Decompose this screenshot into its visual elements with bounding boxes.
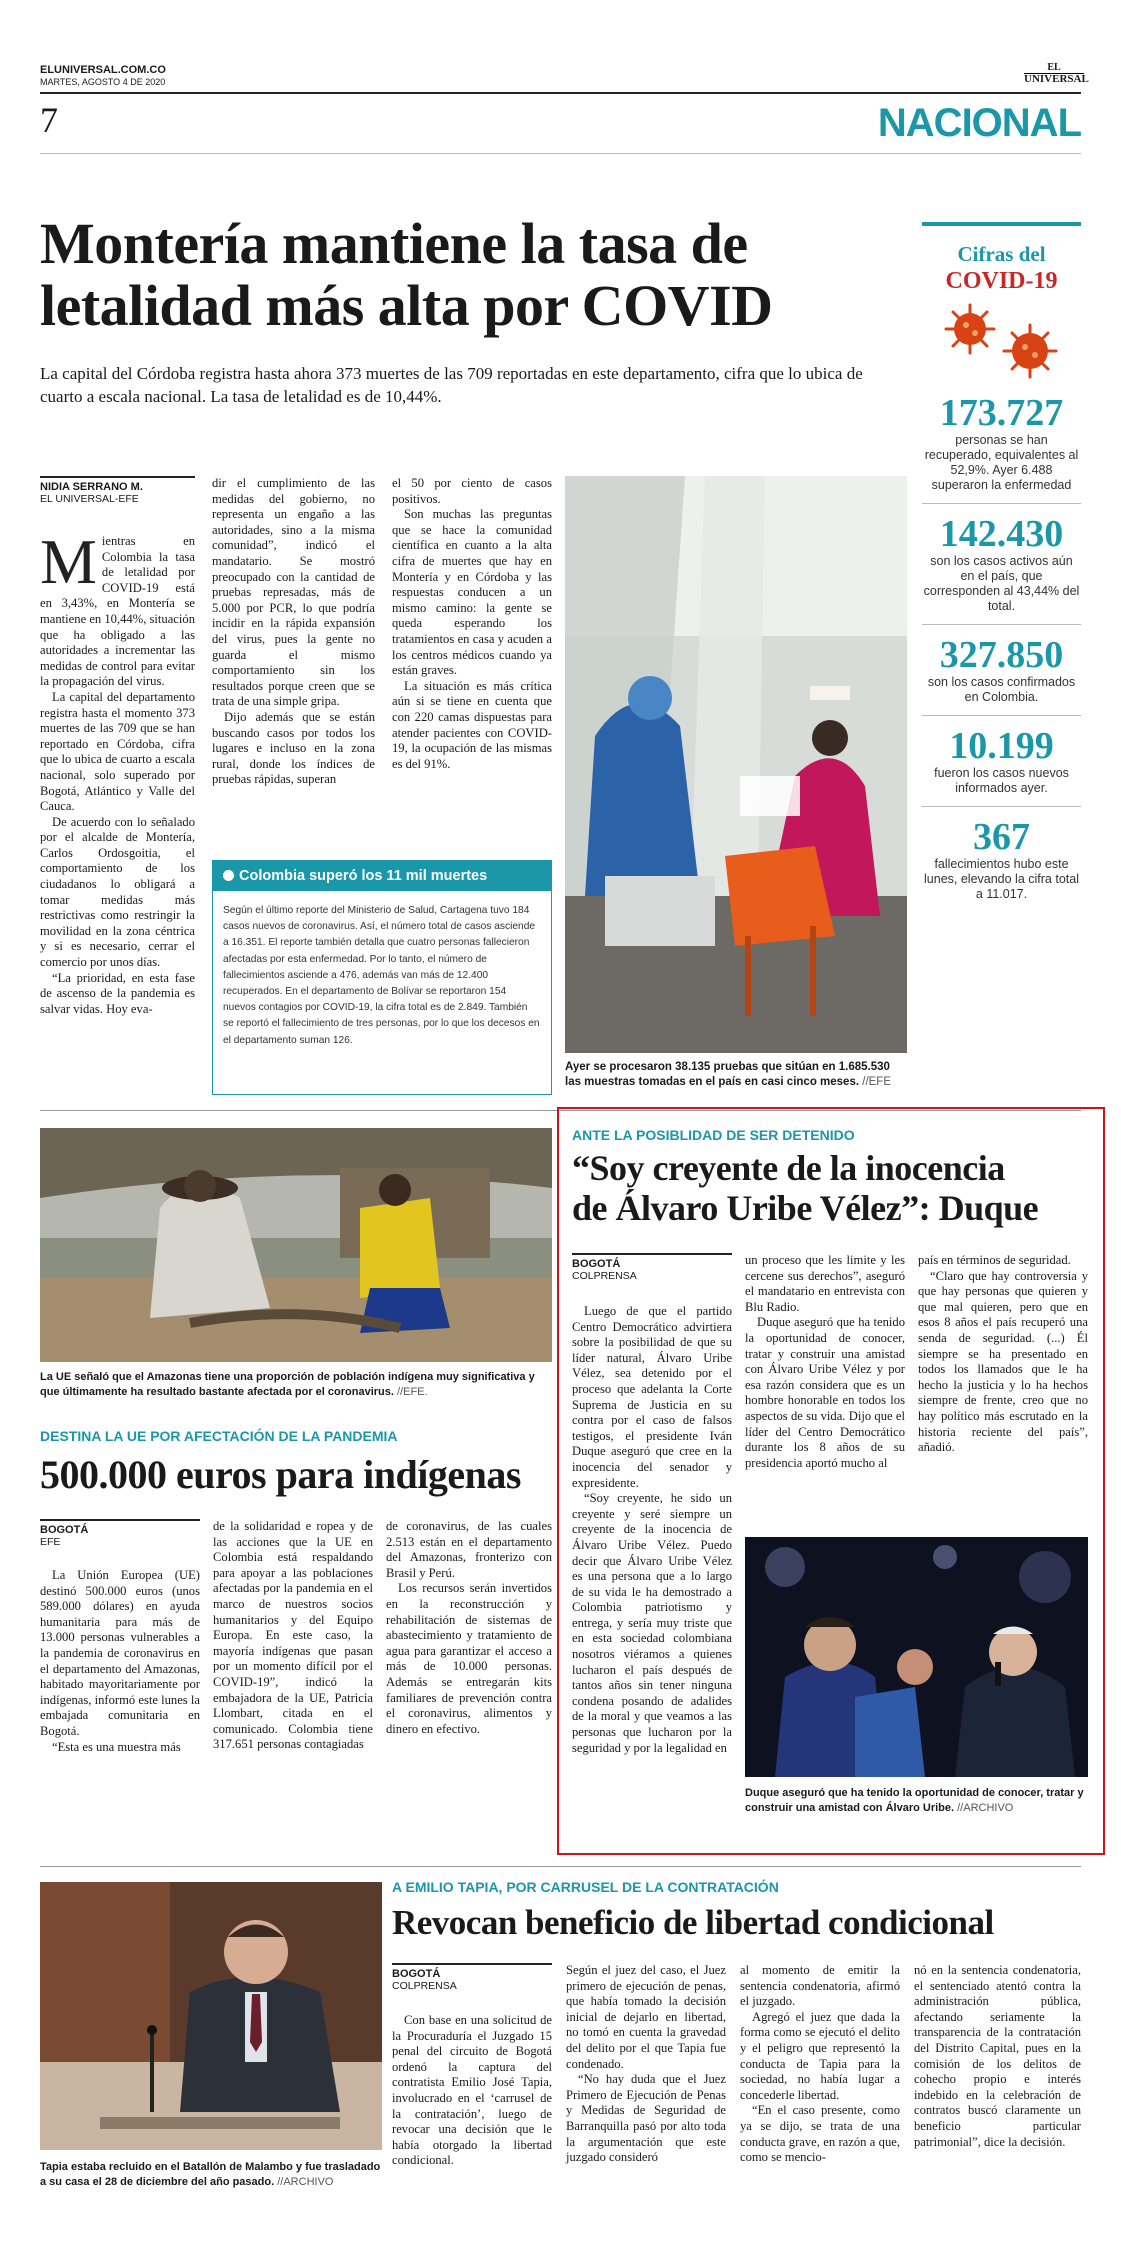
stat-number: 142.430	[939, 513, 1064, 555]
stat-number: 367	[973, 816, 1030, 858]
header-rule	[40, 92, 1081, 94]
paragraph: dir el cumplimiento de las medidas del gobierno, no representa un engaño a las autoridades, sino a la misma comunidad”, indicó el mandatario. Se mostró preocupado con la cantidad de pruebas represadas, más de 5.000 por PCR, lo que podría incidir en la rápida expansión del virus, pues la gente no guarda el mismo comportamiento sin los resultados porque creen que se trata de una simple gripa.	[212, 476, 375, 709]
article1-title	[40, 213, 920, 337]
amazon-image	[40, 1128, 552, 1362]
paragraph: nó en la sentencia condenatoria, el sentenciado atentó contra la administración pública, afectando seriamente la transparencia de la contratación del Distrito Capital, pues en la comisión de los delitos de cohecho propio e interés indebido en la celebración de contratos buscó claramente un beneficio particular patrimonial”, dice la decisión.	[914, 1963, 1081, 2149]
article4-col1	[392, 2013, 552, 2169]
caption-text: Ayer se procesaron 38.135 pruebas que sitúan en 1.685.530 las muestras tomadas en el país en casi cinco meses.	[565, 1061, 890, 1088]
hospital-photo	[565, 476, 907, 1053]
caption-text: La UE señaló que el Amazonas tiene una proporción de población indígena muy significativa y que últimamente ha resultado bastante afectada por el coronavirus.	[40, 1371, 535, 1398]
article1-byline	[40, 476, 195, 505]
caption-source: //ARCHIVO	[277, 2176, 334, 2188]
stat-block	[922, 726, 1081, 796]
author: BOGOTÁ	[392, 1968, 441, 1980]
duque-photo-caption	[745, 1786, 1088, 1816]
virus-icon	[922, 295, 1081, 387]
paragraph: “No hay duda que el Juez Primero de Ejecución de Penas y Medidas de Seguridad de Barranquilla pasó por alto toda la argumentación que este juzgado consideró	[566, 2072, 726, 2165]
paragraph: de coronavirus, de las cuales 2.513 están en el departamento del Amazonas, fronterizo con Brasil y Perú.	[386, 1519, 552, 1580]
hospital-image	[565, 476, 907, 1053]
author: NIDIA SERRANO M.	[40, 481, 143, 493]
paragraph: La capital del departamento registra hasta el momento 373 muertes de las 709 que se han reportado en Córdoba, cifra que lo ubica de cuarto a escala nacional, solo superado por Bogotá, Atlántico y Valle del Cauca.	[40, 689, 195, 814]
article1-title-line1: Montería mantiene la tasa de	[40, 211, 748, 276]
tapia-image	[40, 1882, 382, 2150]
paragraph	[40, 526, 195, 690]
stat-block	[922, 514, 1081, 614]
info-box-header	[213, 861, 551, 891]
tapia-photo	[40, 1882, 382, 2150]
sidebar-top-rule	[922, 222, 1081, 226]
author-source: EFE	[40, 1536, 61, 1548]
hospital-photo-caption	[565, 1060, 907, 1090]
section-separator	[40, 1866, 1081, 1867]
article1-lead: La capital del Córdoba registra hasta ahora 373 muertes de las 709 reportadas en este departamento, cifra que lo ubica de cuarto a escala nacional. La tasa de letalidad es de 10,44%.	[40, 364, 863, 406]
paragraph: un proceso que les limite y les cercene sus derechos”, aseguró el mandatario en entrevista con Blu Radio.	[745, 1253, 905, 1314]
article3-byline	[572, 1253, 732, 1282]
paragraph: “Claro que hay controversia y que hay personas que quieren y que mal quieren, pero que en esos 8 años el país recuperó una senda de seguridad. (...) Él siempre se ha presentado en todos los llamados que le ha hecho la justicia y lo ha hechos siempre de frente, creo que no hay político más escrutado en la historia reciente del país”, añadió.	[918, 1268, 1088, 1455]
article3-title	[572, 1148, 1092, 1228]
section-title: NACIONAL	[877, 101, 1081, 145]
paragraph: al momento de emitir la sentencia condenatoria, afirmó el juzgado.	[740, 1963, 900, 2009]
article1-col2	[212, 476, 375, 788]
stat-divider	[922, 715, 1081, 716]
paragraph: Los recursos serán invertidos en la reconstrucción y rehabilitación de sistemas de abastecimiento y tratamiento de agua para garantizar el acceso a más de 10.000 personas. Además se entregarán kits familiares de prevención contra el coronavirus, alimentos y dinero en efectivo.	[386, 1581, 552, 1736]
info-box-text: Según el último reporte del Ministerio de Salud, Cartagena tuvo 184 casos nuevos de coronavirus. Así, el número total de casos asciende a 16.351. El reporte también detalla que cuatro personas fallecieron afectadas por esta enfermedad. Por lo tanto, el número de fallecimientos asciende a 476, además van más de 12.400 recuperados. En el departamento de Bolívar se reportaron 154 nuevos contagios por COVID-19, la cifra total es de 2.849. También se reportó el fallecimiento de tres personas, por lo que los decesos en el departamento suman 126.	[223, 905, 540, 1046]
stat-divider	[922, 624, 1081, 625]
duque-image	[745, 1537, 1088, 1777]
paragraph: país en términos de seguridad.	[918, 1253, 1071, 1267]
article4-kicker: A EMILIO TAPIA, POR CARRUSEL DE LA CONTRATACIÓN	[392, 1879, 779, 1895]
paragraph: “En el caso presente, como ya se dijo, se trata de una conducta grave, en razón a que, como se mencio-	[740, 2103, 900, 2165]
author: BOGOTÁ	[572, 1258, 621, 1270]
logo-top: EL	[1047, 62, 1061, 73]
paragraph: Según el juez del caso, el Juez primero de ejecución de penas, que había tomado la decisión inicial de dejarlo en libertad, no tomó en cuenta la gravedad del delito por el que Tapia fue condenado.	[566, 1963, 726, 2071]
article1-col3	[392, 476, 552, 772]
paragraph: “Esta es una muestra más	[52, 1739, 181, 1754]
stat-text: fueron los casos nuevos informados ayer.	[934, 766, 1069, 795]
section-rule	[40, 153, 1081, 154]
article4-byline	[392, 1963, 552, 1992]
info-box	[212, 860, 552, 1095]
article3-title-line2: de Álvaro Uribe Vélez”: Duque	[572, 1188, 1039, 1228]
page-number: 7	[40, 100, 58, 140]
stat-divider	[922, 503, 1081, 504]
stat-block	[922, 393, 1081, 493]
stat-block	[922, 817, 1081, 902]
paragraph: Duque aseguró que ha tenido la oportunidad de conocer, tratar y construir una amistad con Álvaro Uribe Vélez y por esa razón considera que es un hombre honorable en todos los aspectos de su vida. Dijo que el líder del Centro Democrático durante los 8 años de su presidencia aportó mucho al	[745, 1315, 905, 1470]
stat-text: personas se han recuperado, equivalentes al 52,9%. Ayer 6.488 superaron la enfermedad	[924, 433, 1079, 492]
article2-title: 500.000 euros para indígenas	[40, 1452, 521, 1497]
article3-kicker: ANTE LA POSIBLIDAD DE SER DETENIDO	[572, 1127, 855, 1143]
article3-title-line1: “Soy creyente de la inocencia	[572, 1148, 1005, 1188]
author-source: COLPRENSA	[572, 1270, 637, 1282]
caption-source: //EFE.	[397, 1386, 428, 1398]
paragraph: La Unión Europea (UE) destinó 500.000 euros (unos 589.000 dólares) en ayuda humanitaria para más de 13.000 personas vulnerables a la pandemia de coronavirus en el departamento del Amazonas, habitado mayoritariamente por indígenas, informó este lunes la embajada comunitaria en Bogotá.	[40, 1568, 200, 1738]
article1-col1	[40, 526, 195, 1017]
info-box-title: Colombia superó los 11 mil muertes	[239, 868, 488, 884]
caption-source: //ARCHIVO	[957, 1802, 1014, 1814]
article4-col4	[914, 1963, 1081, 2150]
issue-date: MARTES, AGOSTO 4 DE 2020	[40, 77, 166, 87]
article3-col3	[918, 1253, 1088, 1456]
paragraph: La situación es más crítica aún si se tiene en cuenta que con 220 camas dispuestas para atender pacientes con COVID-19, la ocupación de las mismas es del 91%.	[392, 678, 552, 771]
article3-col1	[572, 1304, 732, 1756]
article2-col2	[213, 1519, 373, 1753]
virus-icons	[922, 295, 1081, 387]
tapia-photo-caption	[40, 2160, 385, 2190]
caption-text: Tapia estaba recluido en el Batallón de Malambo y fue trasladado a su casa el 28 de diciembre del año pasado.	[40, 2161, 381, 2188]
article3-col2	[745, 1253, 905, 1471]
author-source: COLPRENSA	[392, 1980, 457, 1992]
site-url[interactable]: ELUNIVERSAL.COM.CO	[40, 64, 166, 76]
paragraph: el 50 por ciento de casos positivos.	[392, 476, 552, 506]
duque-photo	[745, 1537, 1088, 1777]
logo	[1024, 62, 1089, 85]
sidebar-title-line1: Cifras del	[957, 242, 1046, 266]
article2-byline	[40, 1519, 200, 1548]
dropcap: M	[40, 526, 97, 597]
amazon-photo-caption	[40, 1370, 552, 1400]
article4-col2	[566, 1963, 726, 2166]
stat-block	[922, 635, 1081, 705]
paragraph: De acuerdo con lo señalado por el alcalde de Montería, Carlos Ordosgoitia, el comportamiento de los ciudadanos lo obligará a tomar medidas más restrictivas como restringir la movilidad en la zona céntrica y si es necesario, cerrar el comercio por unos días.	[40, 814, 195, 970]
article4-col3	[740, 1963, 900, 2166]
stat-number: 173.727	[939, 392, 1064, 434]
stat-text: son los casos confirmados en Colombia.	[927, 675, 1076, 704]
paragraph: de la solidaridad e ropea y de las acciones que la UE en Colombia está respaldando para apoyar a las poblaciones afectadas por la pandemia en el marco de nuestros socios humanitarios y del Equipo Europa. En este caso, la mayoría indígenas que pasan por un momento difícil por el COVID-19”, indicó la embajadora de la UE, Patricia Llombart, citada en el comunicado. Colombia tiene 317.651 personas contagiadas	[213, 1519, 373, 1752]
circle-bullet-icon	[223, 870, 234, 881]
sidebar-title-line2: COVID-19	[945, 268, 1058, 294]
stat-text: fallecimientos hubo este lunes, elevando la cifra total a 11.017.	[924, 857, 1079, 901]
amazon-photo	[40, 1128, 552, 1362]
paragraph: Dijo además que se están buscando casos por todos los lugares e incluso en la zona rural, donde los índices de pruebas rápidas, superan	[212, 709, 375, 787]
article4-title: Revocan beneficio de libertad condicional	[392, 1903, 994, 1942]
author-source: EL UNIVERSAL-EFE	[40, 493, 139, 505]
paragraph: Con base en una solicitud de la Procuraduría el Juzgado 15 penal del circuito de Bogotá ordenó la captura del contratista Emilio José Tapia, involucrado en el ‘carrusel de la contratación’, luego de revocar una decisión que le había otorgado la libertad condicional.	[392, 2013, 552, 2168]
paragraph: Son muchas las preguntas que se hace la comunidad científica en cuanto a la alta cifra de muertes que hay en Montería y en Córdoba y las respuestas conducen a un mismo camino: la gente se queda esperando los tratamientos en casa y acuden a los centros médicos cuando ya están graves.	[392, 507, 552, 678]
paragraph: Agregó el juez que dada la forma como se ejecutó el delito y el peligro que representó la conducta de Tapia para la sociedad, no había lugar a concederle libertad.	[740, 2009, 900, 2102]
paragraph: “Soy creyente, he sido un creyente y seré siempre un creyente de la inocencia de Álvaro Uribe Vélez. Puedo decir que Álvaro Uribe Vélez es una persona que a lo largo de su vida le ha demostrado a Colombia patriotismo y entrega, y sería muy triste que en esta sociedad colombiana nosotros viéramos a quienes lucharon el país después de tantos años sin tener ninguna condena posando de adalides de la moral y que veamos a las personas que lucharon por la seguridad y por la legalidad en	[572, 1491, 732, 1755]
article2-col3	[386, 1519, 552, 1737]
article2-col1	[40, 1568, 200, 1755]
caption-text: Duque aseguró que ha tenido la oportunidad de conocer, tratar y construir una amistad con Álvaro Uribe.	[745, 1787, 1084, 1814]
caption-source: //EFE	[862, 1076, 892, 1088]
paragraph: “La prioridad, en esta fase de ascenso de la pandemia es salvar vidas. Hoy eva-	[40, 970, 195, 1016]
logo-bottom: UNIVERSAL	[1024, 73, 1089, 85]
paragraph-text: ientras en Colombia la tasa de letalidad por COVID-19 está en 3,43%, en Montería se mantiene en 10,44%, situación que ha obligado a las autoridades a incrementar las medidas de control para evitar la propagación del virus.	[40, 534, 195, 689]
paragraph: Luego de que el partido Centro Democrático advirtiera sobre la posibilidad de que su líder natural, Álvaro Uribe Vélez, sea detenido por el proceso que adelanta la Corte Suprema de Justicia en su contra por el caso de falsos testigos, el presidente Iván Duque aseguró que cree en la inocencia del senador y expresidente.	[572, 1304, 732, 1490]
author: BOGOTÁ	[40, 1524, 89, 1536]
stat-divider	[922, 806, 1081, 807]
stat-number: 10.199	[949, 725, 1054, 767]
covid-sidebar	[922, 222, 1081, 902]
stat-number: 327.850	[939, 634, 1064, 676]
sidebar-title	[922, 242, 1081, 295]
stat-text: son los casos activos aún en el país, que corresponden al 43,44% del total.	[923, 554, 1080, 613]
article2-kicker: DESTINA LA UE POR AFECTACIÓN DE LA PANDEMIA	[40, 1428, 398, 1444]
article1-title-line2: letalidad más alta por COVID	[40, 273, 773, 338]
